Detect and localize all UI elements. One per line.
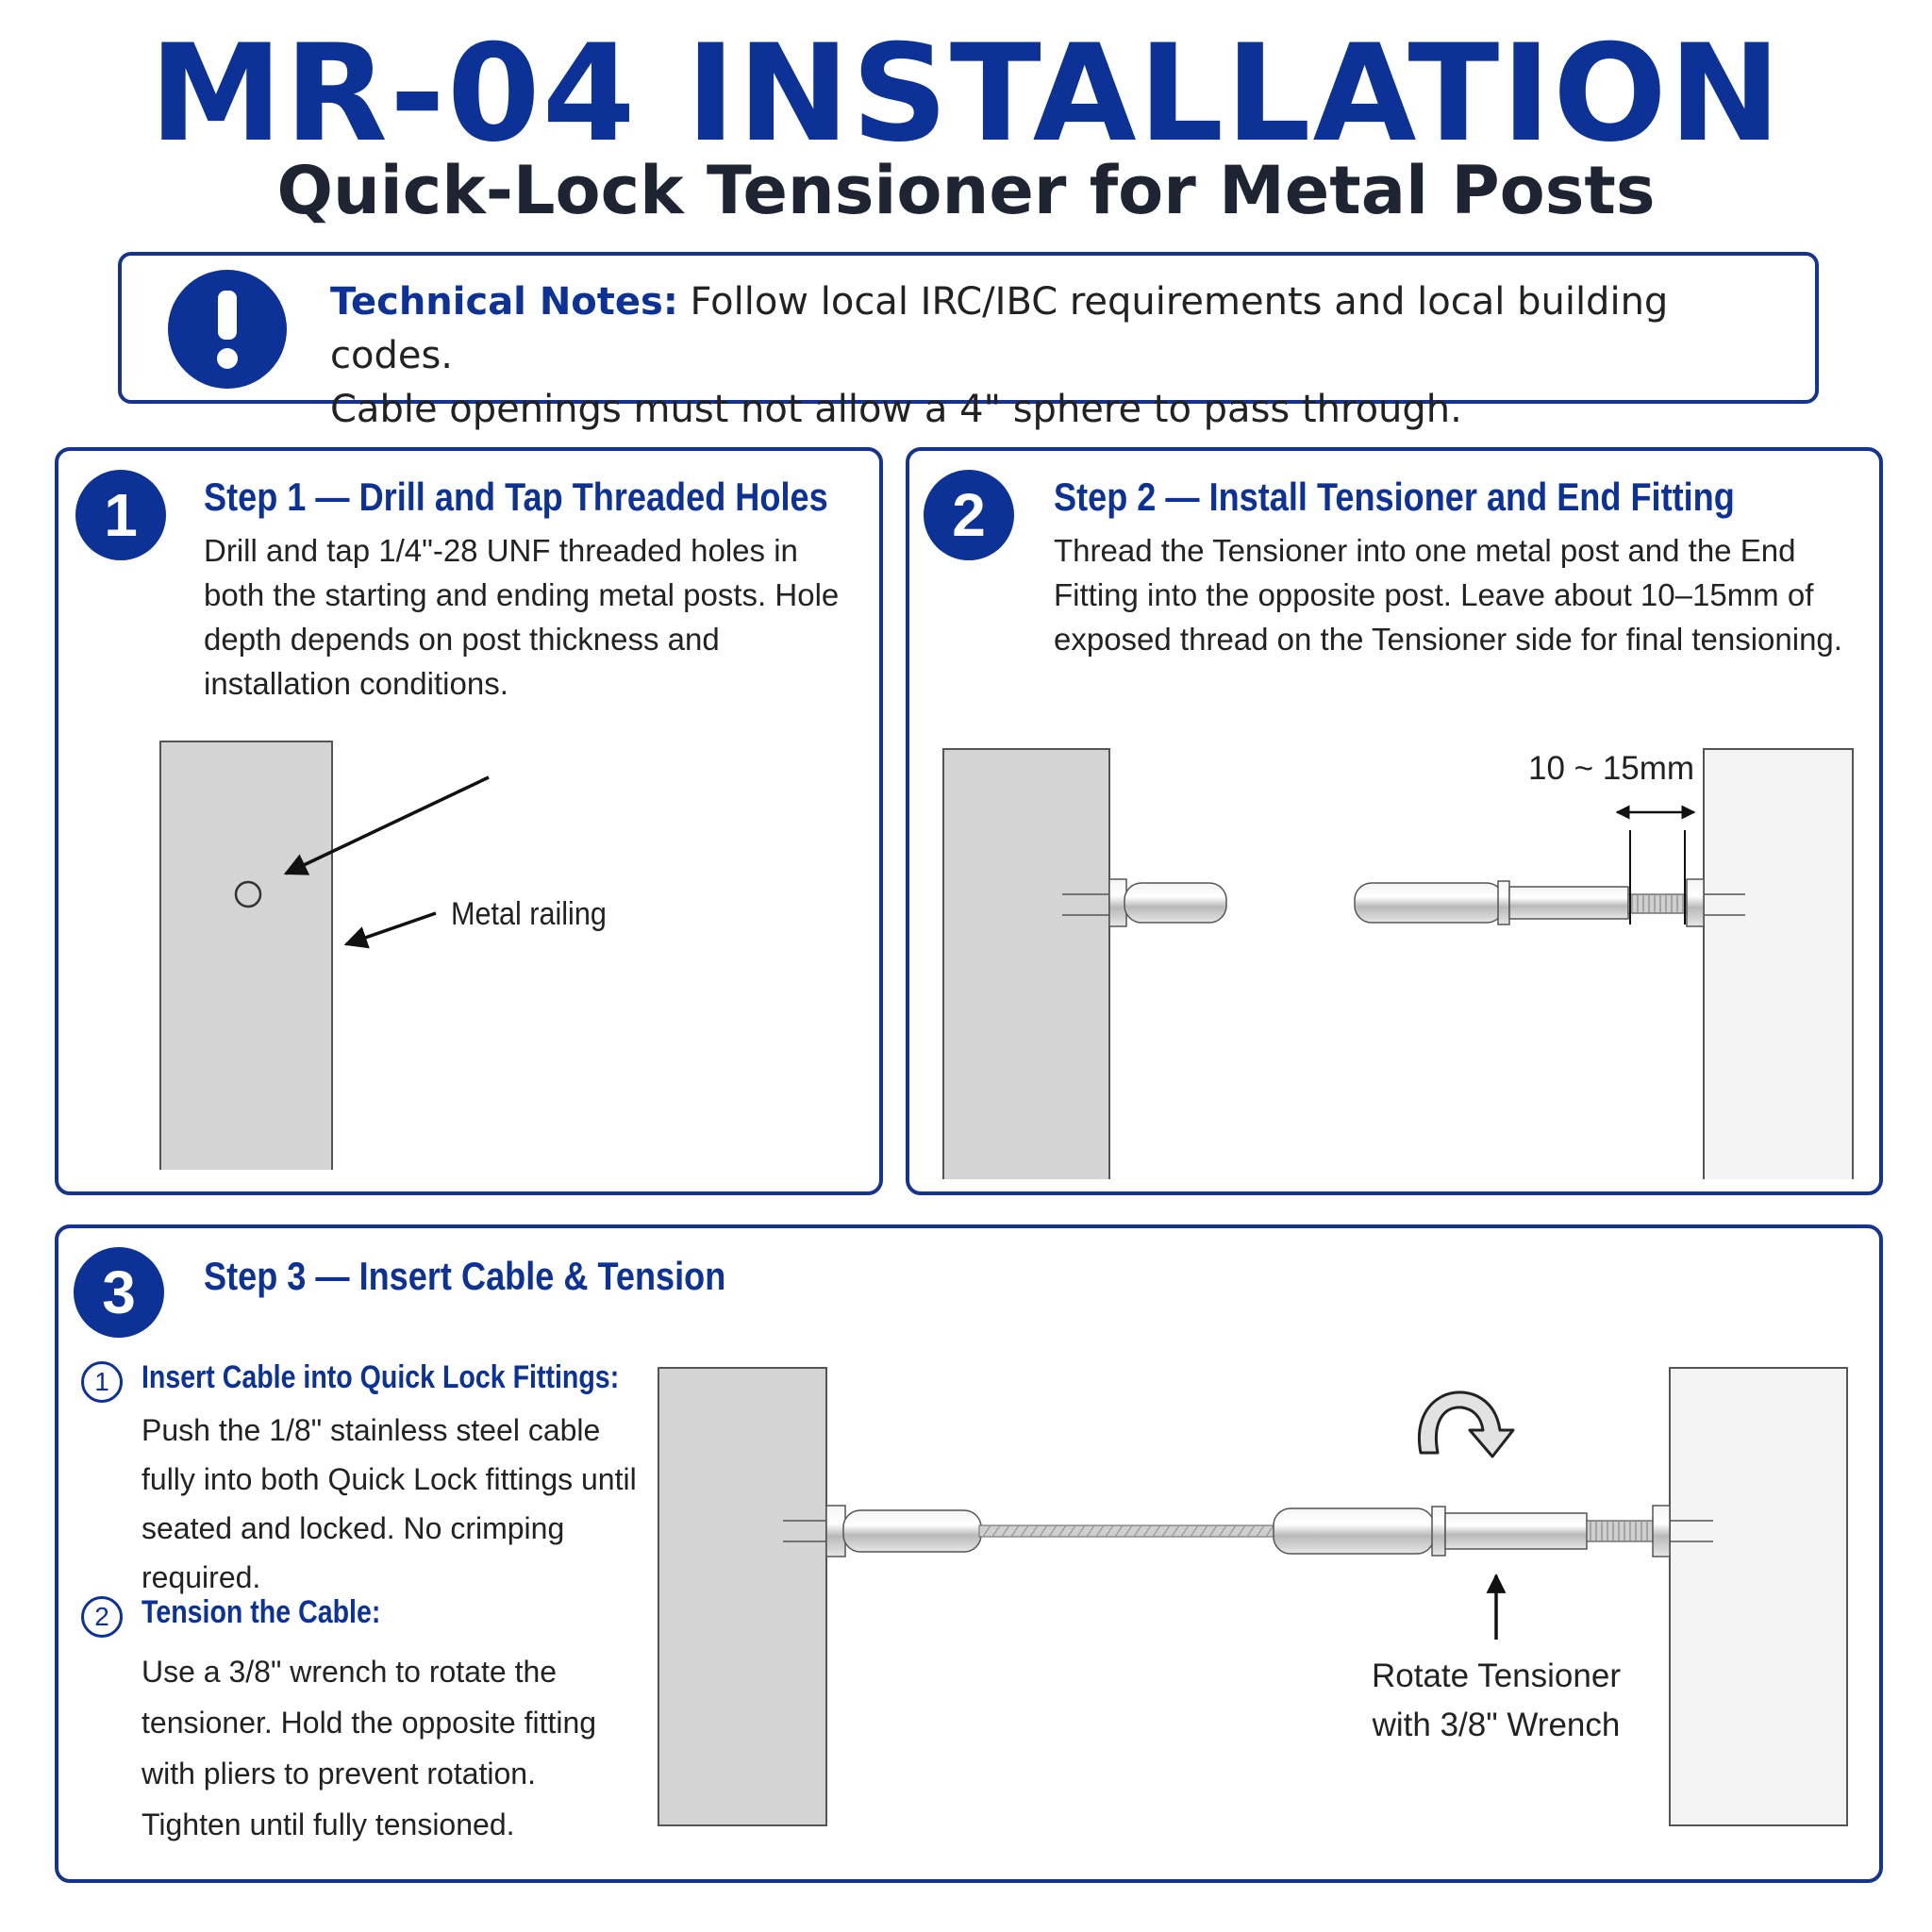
railing-pointer-arrow xyxy=(346,913,436,944)
metal-post xyxy=(160,741,332,1170)
substep-2-body: Use a 3/8" wrench to rotate the tensioner. Hold the opposite fitting with pliers to prevent rotation. Tighten until fully tensioned. xyxy=(142,1655,597,1841)
dimension-label: 10 ~ 15mm xyxy=(1528,750,1695,787)
stainless-cable xyxy=(979,1525,1275,1537)
rotation-arrow-icon xyxy=(1419,1392,1513,1457)
right-metal-post xyxy=(1670,1368,1847,1825)
step-2-diagram xyxy=(906,736,1877,1179)
end-fitting xyxy=(1109,879,1226,926)
step-2-title: Step 2 — Install Tensioner and End Fitting xyxy=(1054,475,1735,519)
technical-notes-line-1: Follow local IRC/IBC requirements and local building codes. xyxy=(330,280,1669,377)
technical-notes-text xyxy=(330,275,1802,437)
tensioner xyxy=(1355,879,1704,926)
step-1-title: Step 1 — Drill and Tap Threaded Holes xyxy=(204,475,828,519)
step-3-badge: 3 xyxy=(74,1247,164,1338)
substep-2-title: Tension the Cable: xyxy=(142,1594,381,1630)
step-3-title: Step 3 — Insert Cable & Tension xyxy=(204,1254,726,1298)
right-metal-post xyxy=(1704,749,1853,1179)
end-fitting xyxy=(826,1506,981,1557)
technical-notes-label: Technical Notes: xyxy=(330,280,678,324)
metal-railing-label: Metal railing xyxy=(451,895,607,932)
step-1-diagram xyxy=(57,717,877,1170)
step-1-badge: 1 xyxy=(75,470,166,560)
step-1-body: Drill and tap 1/4"-28 UNF threaded holes in both the starting and ending metal posts. Hole depth depends on post thickness and installation conditions. xyxy=(204,533,840,701)
tensioner xyxy=(1274,1506,1670,1557)
left-metal-post xyxy=(658,1368,826,1825)
technical-notes-line-2: Cable openings must not allow a 4" sphere to pass through. xyxy=(330,388,1462,431)
page-title: MR-04 INSTALLATION xyxy=(149,16,1783,172)
substep-1-body: Push the 1/8" stainless steel cable fully into both Quick Lock fittings until seated and locked. No crimping required. xyxy=(142,1413,637,1594)
substep-1-title: Insert Cable into Quick Lock Fittings: xyxy=(142,1359,620,1395)
rotate-callout-line-1: Rotate Tensioner xyxy=(1372,1657,1621,1694)
exclamation-icon xyxy=(168,270,287,389)
step-2-body: Thread the Tensioner into one metal post and the End Fitting into the opposite post. Leave about 10–15mm of exposed thread on the Tensioner side for final tensioning. xyxy=(1054,533,1842,657)
rotate-callout-line-2: with 3/8" Wrench xyxy=(1372,1707,1621,1743)
substep-1-badge: 1 xyxy=(81,1361,123,1403)
step-2-badge: 2 xyxy=(924,470,1014,560)
step-3-diagram xyxy=(651,1358,1868,1830)
page-subtitle: Quick-Lock Tensioner for Metal Posts xyxy=(276,152,1656,229)
substep-2-badge: 2 xyxy=(81,1596,123,1638)
left-metal-post xyxy=(943,749,1109,1179)
